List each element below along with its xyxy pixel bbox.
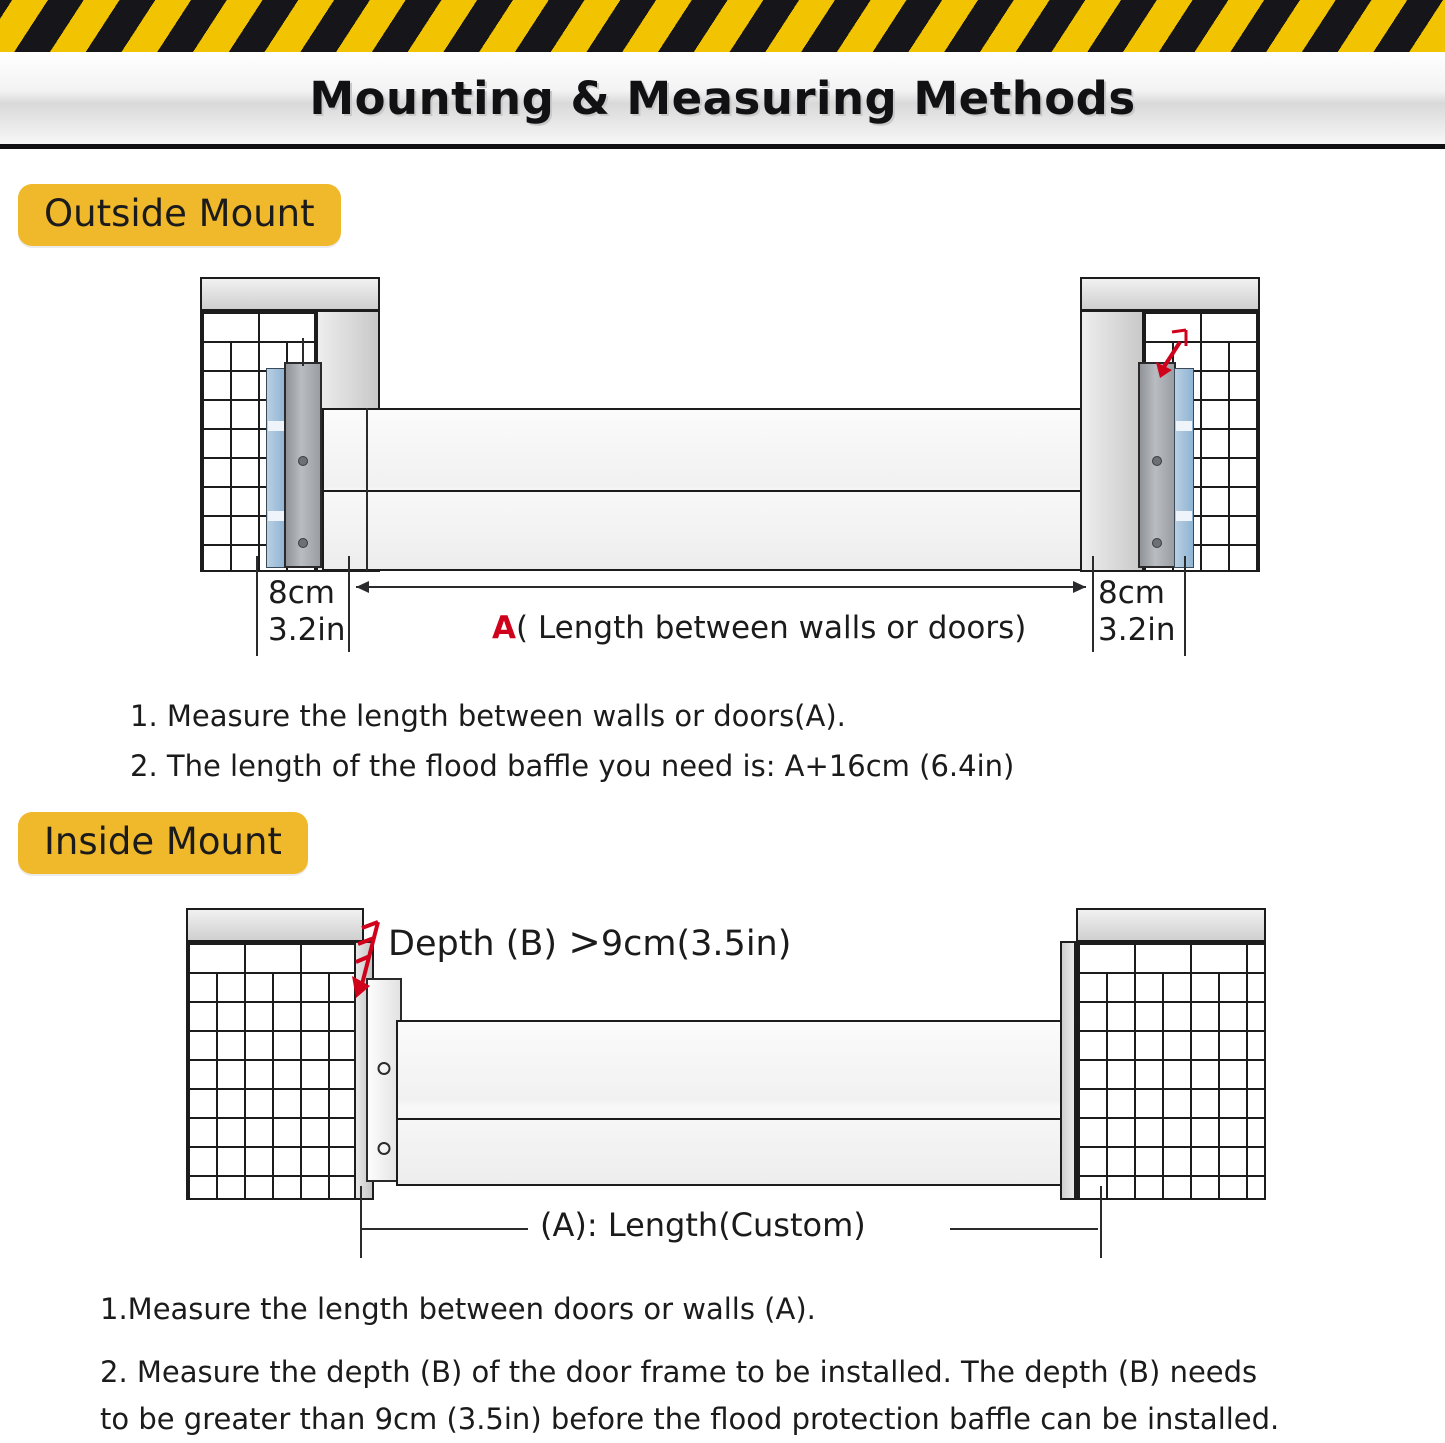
outside-left-margin-in: 3.2in [268,612,346,648]
gasket-tick [268,511,284,521]
section-label-outside-mount: Outside Mount [18,184,341,246]
outside-right-gasket [1174,368,1194,568]
outside-dim-right-extension [1184,556,1186,656]
inside-steps [100,1286,1380,1443]
bracket-screw [298,456,308,466]
outside-right-margin-in: 3.2in [1098,612,1176,648]
outside-left-gasket [266,368,286,568]
outside-baffle-panel [322,408,1138,571]
pillar-cap [186,908,364,942]
section-label-inside-mount: Inside Mount [18,812,308,874]
span-accent-letter: A [492,610,516,646]
baffle-seam [324,490,1136,492]
inside-depth-annotation [388,920,791,965]
inside-span-label: (A): Length(Custom) [540,1206,866,1244]
pillar-return-face [1080,310,1144,572]
baffle-seam [398,1118,1074,1120]
title-band [0,52,1445,149]
inside-left-brick-pillar [186,908,364,1200]
bracket-screw [298,538,308,548]
span-label-text: ( Length between walls or doors) [516,610,1027,646]
pillar-cap [1076,908,1266,942]
outside-left-mounting-bracket [284,362,322,568]
pillar-cap [1080,277,1260,311]
bracket-screw [1152,538,1162,548]
inside-dim-left-extension [360,1186,362,1258]
inside-baffle-panel [396,1020,1076,1186]
gasket-tick [1176,421,1192,431]
outside-span-dimension-line [356,586,1086,588]
bracket-screw [378,1062,391,1075]
outside-left-bracket-stem [302,338,304,366]
inside-right-pillar-return [1060,941,1076,1200]
outside-steps [130,692,1014,792]
bracket-screw [1152,456,1162,466]
inside-step-2-line-2: to be greater than 9cm (3.5in) before the flood protection baffle can be installed. [100,1401,1280,1436]
outside-dim-left-inner-extension [348,556,350,652]
gasket-tick [268,421,284,431]
inside-dim-right-extension [1100,1186,1102,1258]
inside-step-2-line-1: 2. Measure the depth (B) of the door frame to be installed. The depth (B) needs [100,1354,1258,1389]
outside-right-install-arrow [1150,326,1196,384]
inside-depth-label: Depth (B) [388,924,558,964]
outside-right-margin-cm: 8cm [1098,575,1165,611]
inside-right-brick-pillar [1076,908,1266,1200]
bracket-screw [378,1142,391,1155]
outside-dim-left-extension [256,556,258,656]
inside-depth-compare: > [568,920,601,965]
outside-step-1: 1. Measure the length between walls or doors(A). [130,699,846,733]
inside-span-dimension-line-right [950,1228,1098,1230]
pillar-cap [200,277,380,311]
outside-left-margin-cm: 8cm [268,575,335,611]
page-title: Mounting & Measuring Methods [309,71,1136,125]
outside-baffle-left-edge [366,408,368,571]
inside-span-dimension-line-left [362,1228,528,1230]
outside-dim-right-inner-extension [1092,556,1094,652]
gasket-tick [1176,511,1192,521]
outside-span-label [492,610,1026,646]
outside-step-2: 2. The length of the flood baffle you need is: A+16cm (6.4in) [130,748,1015,783]
inside-depth-value: 9cm(3.5in) [600,924,792,964]
inside-step-1: 1.Measure the length between doors or walls (A). [100,1292,816,1326]
hazard-stripe-tape [0,0,1445,55]
pillar-brick-face [1076,941,1266,1200]
pillar-brick-face [186,941,364,1200]
outside-right-mounting-bracket [1138,362,1176,568]
